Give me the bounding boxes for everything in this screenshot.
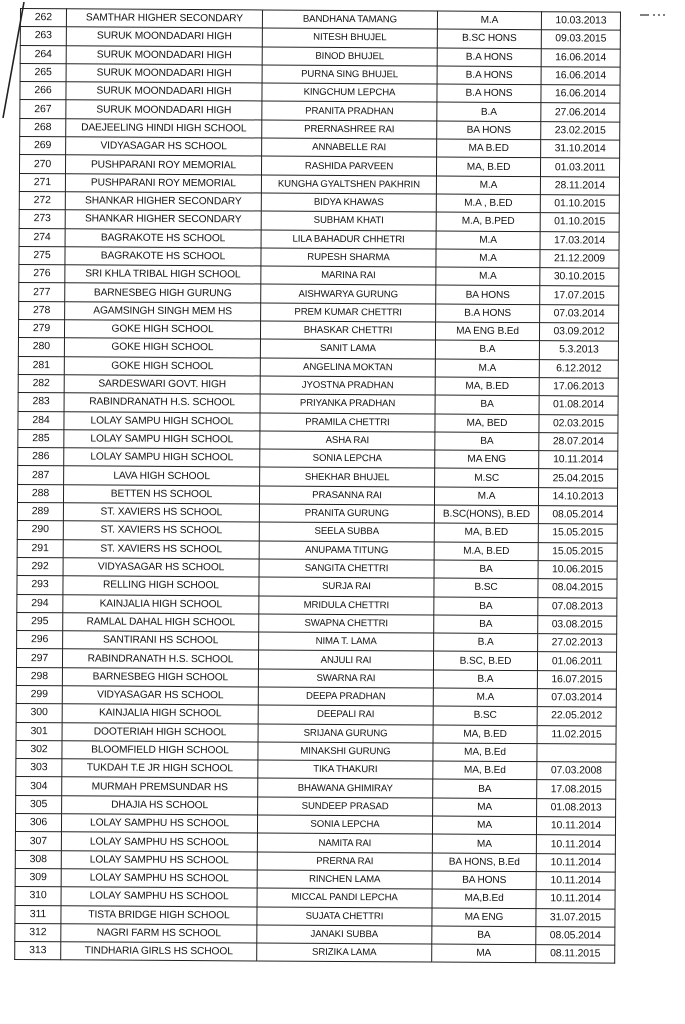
qualification-cell: M.A , B.ED <box>436 194 540 213</box>
qualification-cell: M.A, B.PED <box>436 212 540 231</box>
school-name-cell: VIDYASAGAR HS SCHOOL <box>63 558 259 577</box>
serial-number-cell: 285 <box>18 429 64 448</box>
teacher-name-cell: SUNDEEP PRASAD <box>258 797 433 816</box>
qualification-cell: B.SC <box>433 706 537 725</box>
teacher-name-cell: KUNGHA GYALTSHEN PAKHRIN <box>261 175 436 194</box>
date-cell: 10.11.2014 <box>536 853 615 872</box>
teacher-name-cell: KINGCHUM LEPCHA <box>262 83 437 102</box>
qualification-cell: MA <box>432 944 536 963</box>
serial-number-cell: 309 <box>15 868 61 887</box>
date-cell: 07.08.2013 <box>538 597 617 616</box>
serial-number-cell: 299 <box>16 685 62 704</box>
qualification-cell: B.A <box>435 340 539 359</box>
qualification-cell: B.A HONS <box>437 84 541 103</box>
teacher-name-cell: JANAKI SUBBA <box>257 925 432 944</box>
date-cell: 03.08.2015 <box>538 615 617 634</box>
teacher-roster-table <box>14 8 621 964</box>
school-name-cell: TINDHARIA GIRLS HS SCHOOL <box>61 942 257 961</box>
school-name-cell: SURUK MOONDADARI HIGH <box>66 27 262 46</box>
qualification-cell: M.SC <box>435 468 539 487</box>
school-name-cell: SHANKAR HIGHER SECONDARY <box>65 192 261 211</box>
date-cell: 01.08.2014 <box>539 396 618 415</box>
serial-number-cell: 296 <box>17 631 63 650</box>
school-name-cell: RABINDRANATH H.S. SCHOOL <box>62 649 258 668</box>
qualification-cell: BA HONS, B.Ed <box>432 853 536 872</box>
date-cell: 5.3.2013 <box>539 341 618 360</box>
serial-number-cell: 297 <box>16 649 62 668</box>
date-cell: 08.04.2015 <box>538 579 617 598</box>
school-name-cell: SANTIRANI HS SCHOOL <box>63 631 259 650</box>
qualification-cell: M.A <box>433 688 537 707</box>
teacher-name-cell: MINAKSHI GURUNG <box>258 742 433 761</box>
school-name-cell: BAGRAKOTE HS SCHOOL <box>65 247 261 266</box>
date-cell: 08.11.2015 <box>536 945 615 964</box>
teacher-name-cell: SRIZIKA LAMA <box>257 943 432 962</box>
qualification-cell: MA, B.Ed <box>433 761 537 780</box>
school-name-cell: ST. XAVIERS HS SCHOOL <box>63 503 259 522</box>
school-name-cell: LOLAY SAMPHU HS SCHOOL <box>61 869 257 888</box>
date-cell: 16.07.2015 <box>537 670 616 689</box>
teacher-name-cell: NITESH BHUJEL <box>262 28 437 47</box>
school-name-cell: LOLAY SAMPHU HS SCHOOL <box>61 850 257 869</box>
serial-number-cell: 312 <box>15 923 61 942</box>
school-name-cell: SAMTHAR HIGHER SECONDARY <box>66 9 262 28</box>
teacher-name-cell: ASHA RAI <box>260 431 435 450</box>
serial-number-cell: 273 <box>19 210 65 229</box>
school-name-cell: SURUK MOONDADARI HIGH <box>66 82 262 101</box>
date-cell: 17.08.2015 <box>537 780 616 799</box>
qualification-cell: BA <box>433 780 537 799</box>
school-name-cell: BAGRAKOTE HS SCHOOL <box>65 228 261 247</box>
teacher-name-cell: SONIA LEPCHA <box>257 815 432 834</box>
serial-number-cell: 282 <box>18 374 64 393</box>
school-name-cell: SRI KHLA TRIBAL HIGH SCHOOL <box>65 265 261 284</box>
qualification-cell: MA,B.Ed <box>432 889 536 908</box>
teacher-name-cell: SUJATA CHETTRI <box>257 907 432 926</box>
serial-number-cell: 303 <box>16 759 62 778</box>
date-cell: 07.03.2008 <box>537 762 616 781</box>
qualification-cell: MA, B.ED <box>434 523 538 542</box>
qualification-cell: MA <box>432 834 536 853</box>
teacher-name-cell: SANIT LAMA <box>260 339 435 358</box>
qualification-cell: B.A HONS <box>437 48 541 67</box>
date-cell: 27.06.2014 <box>541 103 620 122</box>
school-name-cell: NAGRI FARM HS SCHOOL <box>61 924 257 943</box>
school-name-cell: RABINDRANATH H.S. SCHOOL <box>64 393 260 412</box>
date-cell: 01.10.2015 <box>540 213 619 232</box>
date-cell: 10.11.2014 <box>536 872 615 891</box>
teacher-name-cell: DEEPA PRADHAN <box>258 687 433 706</box>
serial-number-cell: 302 <box>16 740 62 759</box>
school-name-cell: VIDYASAGAR HS SCHOOL <box>62 686 258 705</box>
teacher-name-cell: PRAMILA CHETTRI <box>260 413 435 432</box>
teacher-name-cell: SWAPNA CHETTRI <box>259 614 434 633</box>
teacher-name-cell: MRIDULA CHETTRI <box>259 595 434 614</box>
serial-number-cell: 277 <box>19 283 65 302</box>
school-name-cell: TISTA BRIDGE HIGH SCHOOL <box>61 905 257 924</box>
school-name-cell: RELLING HIGH SCHOOL <box>63 576 259 595</box>
qualification-cell: B.A HONS <box>437 66 541 85</box>
date-cell: 01.06.2011 <box>537 652 616 671</box>
school-name-cell: GOKE HIGH SCHOOL <box>64 320 260 339</box>
school-name-cell: DHAJIA HS SCHOOL <box>62 796 258 815</box>
serial-number-cell: 292 <box>17 557 63 576</box>
serial-number-cell: 291 <box>17 539 63 558</box>
qualification-cell: BA <box>434 560 538 579</box>
qualification-cell: MA ENG B.Ed <box>435 322 539 341</box>
qualification-cell: MA <box>432 816 536 835</box>
date-cell: 17.07.2015 <box>540 286 619 305</box>
serial-number-cell: 262 <box>20 9 66 28</box>
teacher-name-cell: RUPESH SHARMA <box>261 248 436 267</box>
qualification-cell: M.A, B.ED <box>434 542 538 561</box>
date-cell: 07.03.2014 <box>537 689 616 708</box>
school-name-cell: AGAMSINGH SINGH MEM HS <box>65 302 261 321</box>
date-cell: 08.05.2014 <box>536 927 615 946</box>
serial-number-cell: 276 <box>19 265 65 284</box>
date-cell: 28.11.2014 <box>540 176 619 195</box>
school-name-cell: LAVA HIGH SCHOOL <box>64 466 260 485</box>
qualification-cell: BA <box>435 432 539 451</box>
serial-number-cell: 289 <box>17 503 63 522</box>
teacher-name-cell: SHEKHAR BHUJEL <box>260 467 435 486</box>
school-name-cell: BARNESBEG HIGH SCHOOL <box>62 667 258 686</box>
date-cell: 01.03.2011 <box>540 158 619 177</box>
teacher-name-cell: BHASKAR CHETTRI <box>260 321 435 340</box>
school-name-cell: RAMLAL DAHAL HIGH SCHOOL <box>63 613 259 632</box>
scanned-document-page <box>14 8 626 1002</box>
teacher-name-cell: LILA BAHADUR CHHETRI <box>261 230 436 249</box>
school-name-cell: ST. XAVIERS HS SCHOOL <box>63 521 259 540</box>
school-name-cell: SURUK MOONDADARI HIGH <box>66 100 262 119</box>
qualification-cell: M.A <box>436 176 540 195</box>
teacher-name-cell: JYOSTNA PRADHAN <box>260 376 435 395</box>
qualification-cell: M.A <box>436 231 540 250</box>
date-cell: 09.03.2015 <box>541 30 620 49</box>
date-cell: 27.02.2013 <box>538 634 617 653</box>
qualification-cell: BA HONS <box>436 285 540 304</box>
teacher-name-cell: BHAWANA GHIMIRAY <box>258 778 433 797</box>
school-name-cell: MURMAH PREMSUNDAR HS <box>62 777 258 796</box>
date-cell: 23.02.2015 <box>541 121 620 140</box>
teacher-name-cell: BANDHANA TAMANG <box>262 10 437 29</box>
serial-number-cell: 264 <box>20 45 66 64</box>
teacher-name-cell: PREM KUMAR CHETTRI <box>261 303 436 322</box>
date-cell: 15.05.2015 <box>538 524 617 543</box>
date-cell: 02.03.2015 <box>539 414 618 433</box>
qualification-cell: B.SC HONS <box>437 29 541 48</box>
qualification-cell: MA, B.ED <box>435 377 539 396</box>
qualification-cell: M.A <box>434 487 538 506</box>
date-cell: 31.10.2014 <box>541 140 620 159</box>
qualification-cell: B.A HONS <box>436 304 540 323</box>
qualification-cell: MA, B.ED <box>433 725 537 744</box>
serial-number-cell: 294 <box>17 594 63 613</box>
serial-number-cell: 300 <box>16 704 62 723</box>
date-cell: 17.03.2014 <box>540 231 619 250</box>
qualification-cell: MA B.ED <box>437 139 541 158</box>
teacher-name-cell: PRIYANKA PRADHAN <box>260 394 435 413</box>
date-cell: 15.05.2015 <box>538 542 617 561</box>
serial-number-cell: 279 <box>18 320 64 339</box>
school-name-cell: PUSHPARANI ROY MEMORIAL <box>65 155 261 174</box>
serial-number-cell: 281 <box>18 356 64 375</box>
teacher-name-cell: ANGELINA MOKTAN <box>260 358 435 377</box>
teacher-name-cell: NAMITA RAI <box>257 833 432 852</box>
date-cell: 16.06.2014 <box>541 67 620 86</box>
school-name-cell: SURUK MOONDADARI HIGH <box>66 64 262 83</box>
date-cell: 22.05.2012 <box>537 707 616 726</box>
school-name-cell: LOLAY SAMPHU HS SCHOOL <box>61 887 257 906</box>
serial-number-cell: 313 <box>15 942 61 961</box>
school-name-cell: KAINJALIA HIGH SCHOOL <box>63 594 259 613</box>
serial-number-cell: 280 <box>18 338 64 357</box>
date-cell: 01.08.2013 <box>537 798 616 817</box>
qualification-cell: B.A <box>437 103 541 122</box>
school-name-cell: SARDESWARI GOVT. HIGH <box>64 375 260 394</box>
teacher-name-cell: PRANITA PRADHAN <box>262 101 437 120</box>
teacher-name-cell: MICCAL PANDI LEPCHA <box>257 888 432 907</box>
teacher-name-cell: PRANITA GURUNG <box>259 504 434 523</box>
date-cell: 11.02.2015 <box>537 725 616 744</box>
teacher-name-cell: BIDYA KHAWAS <box>261 193 436 212</box>
date-cell: 10.06.2015 <box>538 561 617 580</box>
date-cell: 03.09.2012 <box>539 323 618 342</box>
qualification-cell: B.SC <box>434 578 538 597</box>
date-cell: 10.03.2013 <box>541 12 620 31</box>
date-cell: 10.11.2014 <box>539 451 618 470</box>
qualification-cell: BA <box>432 926 536 945</box>
serial-number-cell: 283 <box>18 393 64 412</box>
date-cell: 01.10.2015 <box>540 195 619 214</box>
serial-number-cell: 287 <box>18 466 64 485</box>
school-name-cell: SURUK MOONDADARI HIGH <box>66 45 262 64</box>
serial-number-cell: 274 <box>19 228 65 247</box>
teacher-name-cell: ANUPAMA TITUNG <box>259 541 434 560</box>
date-cell: 6.12.2012 <box>539 359 618 378</box>
serial-number-cell: 305 <box>16 795 62 814</box>
teacher-name-cell: PRERNASHREE RAI <box>262 120 437 139</box>
serial-number-cell: 272 <box>19 191 65 210</box>
teacher-name-cell: BINOD BHUJEL <box>262 47 437 66</box>
serial-number-cell: 293 <box>17 576 63 595</box>
school-name-cell: KAINJALIA HIGH SCHOOL <box>62 704 258 723</box>
date-cell: 07.03.2014 <box>540 304 619 323</box>
school-name-cell: ST. XAVIERS HS SCHOOL <box>63 539 259 558</box>
teacher-name-cell: ANJULI RAI <box>258 650 433 669</box>
teacher-name-cell: SANGITA CHETTRI <box>259 559 434 578</box>
school-name-cell: BETTEN HS SCHOOL <box>63 484 259 503</box>
teacher-name-cell: SEELA SUBBA <box>259 522 434 541</box>
date-cell: 16.06.2014 <box>541 85 620 104</box>
serial-number-cell: 265 <box>20 63 66 82</box>
date-cell: 10.11.2014 <box>536 890 615 909</box>
qualification-cell: M.A <box>436 249 540 268</box>
teacher-name-cell: NIMA T. LAMA <box>259 632 434 651</box>
serial-number-cell: 266 <box>20 82 66 101</box>
serial-number-cell: 269 <box>20 137 66 156</box>
serial-number-cell: 301 <box>16 722 62 741</box>
date-cell: 31.07.2015 <box>536 908 615 927</box>
qualification-cell: B.A <box>434 633 538 652</box>
serial-number-cell: 278 <box>19 301 65 320</box>
school-name-cell: DOOTERIAH HIGH SCHOOL <box>62 722 258 741</box>
teacher-name-cell: MARINA RAI <box>261 266 436 285</box>
teacher-name-cell: SRIJANA GURUNG <box>258 724 433 743</box>
teacher-name-cell: SURJA RAI <box>259 577 434 596</box>
teacher-name-cell: SWARNA RAI <box>258 669 433 688</box>
school-name-cell: GOKE HIGH SCHOOL <box>64 356 260 375</box>
school-name-cell: LOLAY SAMPHU HS SCHOOL <box>61 814 257 833</box>
serial-number-cell: 286 <box>18 448 64 467</box>
qualification-cell: BA HONS <box>432 871 536 890</box>
teacher-name-cell: TIKA THAKURI <box>258 760 433 779</box>
serial-number-cell: 271 <box>19 173 65 192</box>
serial-number-cell: 307 <box>15 832 61 851</box>
qualification-cell: MA, B.ED <box>436 157 540 176</box>
serial-number-cell: 290 <box>17 521 63 540</box>
qualification-cell: B.A <box>433 670 537 689</box>
serial-number-cell: 304 <box>16 777 62 796</box>
school-name-cell: TUKDAH T.E JR HIGH SCHOOL <box>62 759 258 778</box>
qualification-cell: MA, B.Ed <box>433 743 537 762</box>
serial-number-cell: 306 <box>15 814 61 833</box>
teacher-name-cell: PRERNA RAI <box>257 852 432 871</box>
date-cell: 21.12.2009 <box>540 250 619 269</box>
school-name-cell: LOLAY SAMPU HIGH SCHOOL <box>64 448 260 467</box>
qualification-cell: MA <box>433 798 537 817</box>
serial-number-cell: 310 <box>15 887 61 906</box>
qualification-cell: MA ENG <box>435 450 539 469</box>
serial-number-cell: 308 <box>15 850 61 869</box>
serial-number-cell: 311 <box>15 905 61 924</box>
school-name-cell: VIDYASAGAR HS SCHOOL <box>66 137 262 156</box>
qualification-cell: B.SC, B.ED <box>433 651 537 670</box>
date-cell: 25.04.2015 <box>539 469 618 488</box>
serial-number-cell: 288 <box>17 484 63 503</box>
qualification-cell: BA HONS <box>437 121 541 140</box>
qualification-cell: B.SC(HONS), B.ED <box>434 505 538 524</box>
serial-number-cell: 268 <box>20 118 66 137</box>
serial-number-cell: 295 <box>17 612 63 631</box>
qualification-cell: MA ENG <box>432 908 536 927</box>
qualification-cell: M.A <box>436 267 540 286</box>
school-name-cell: SHANKAR HIGHER SECONDARY <box>65 210 261 229</box>
qualification-cell: M.A <box>435 359 539 378</box>
date-cell <box>537 744 616 763</box>
date-cell: 08.05.2014 <box>538 506 617 525</box>
school-name-cell: LOLAY SAMPU HIGH SCHOOL <box>64 411 260 430</box>
teacher-name-cell: SONIA LEPCHA <box>260 449 435 468</box>
serial-number-cell: 298 <box>16 667 62 686</box>
qualification-cell: M.A <box>437 11 541 30</box>
serial-number-cell: 267 <box>20 100 66 119</box>
teacher-name-cell: AISHWARYA GURUNG <box>261 284 436 303</box>
serial-number-cell: 284 <box>18 411 64 430</box>
qualification-cell: BA <box>434 597 538 616</box>
margin-dash-mark <box>640 12 670 18</box>
teacher-name-cell: PRASANNA RAI <box>259 486 434 505</box>
roster-body <box>15 9 621 964</box>
teacher-name-cell: ANNABELLE RAI <box>262 138 437 157</box>
serial-number-cell: 270 <box>19 155 65 174</box>
date-cell: 14.10.2013 <box>538 487 617 506</box>
school-name-cell: BLOOMFIELD HIGH SCHOOL <box>62 741 258 760</box>
teacher-name-cell: PURNA SING BHUJEL <box>262 65 437 84</box>
table-row <box>15 942 615 964</box>
school-name-cell: GOKE HIGH SCHOOL <box>64 338 260 357</box>
school-name-cell: DAEJEELING HINDI HIGH SCHOOL <box>66 119 262 138</box>
date-cell: 16.06.2014 <box>541 48 620 67</box>
date-cell: 10.11.2014 <box>536 835 615 854</box>
school-name-cell: BARNESBEG HIGH GURUNG <box>65 283 261 302</box>
date-cell: 10.11.2014 <box>536 817 615 836</box>
serial-number-cell: 275 <box>19 246 65 265</box>
qualification-cell: BA <box>434 615 538 634</box>
serial-number-cell: 263 <box>20 27 66 46</box>
qualification-cell: MA, BED <box>435 414 539 433</box>
qualification-cell: BA <box>435 395 539 414</box>
teacher-name-cell: DEEPALI RAI <box>258 705 433 724</box>
teacher-name-cell: RASHIDA PARVEEN <box>261 156 436 175</box>
date-cell: 28.07.2014 <box>539 433 618 452</box>
teacher-name-cell: RINCHEN LAMA <box>257 870 432 889</box>
school-name-cell: LOLAY SAMPU HIGH SCHOOL <box>64 430 260 449</box>
teacher-name-cell: SUBHAM KHATI <box>261 211 436 230</box>
date-cell: 30.10.2015 <box>540 268 619 287</box>
school-name-cell: PUSHPARANI ROY MEMORIAL <box>65 173 261 192</box>
school-name-cell: LOLAY SAMPHU HS SCHOOL <box>61 832 257 851</box>
date-cell: 17.06.2013 <box>539 378 618 397</box>
